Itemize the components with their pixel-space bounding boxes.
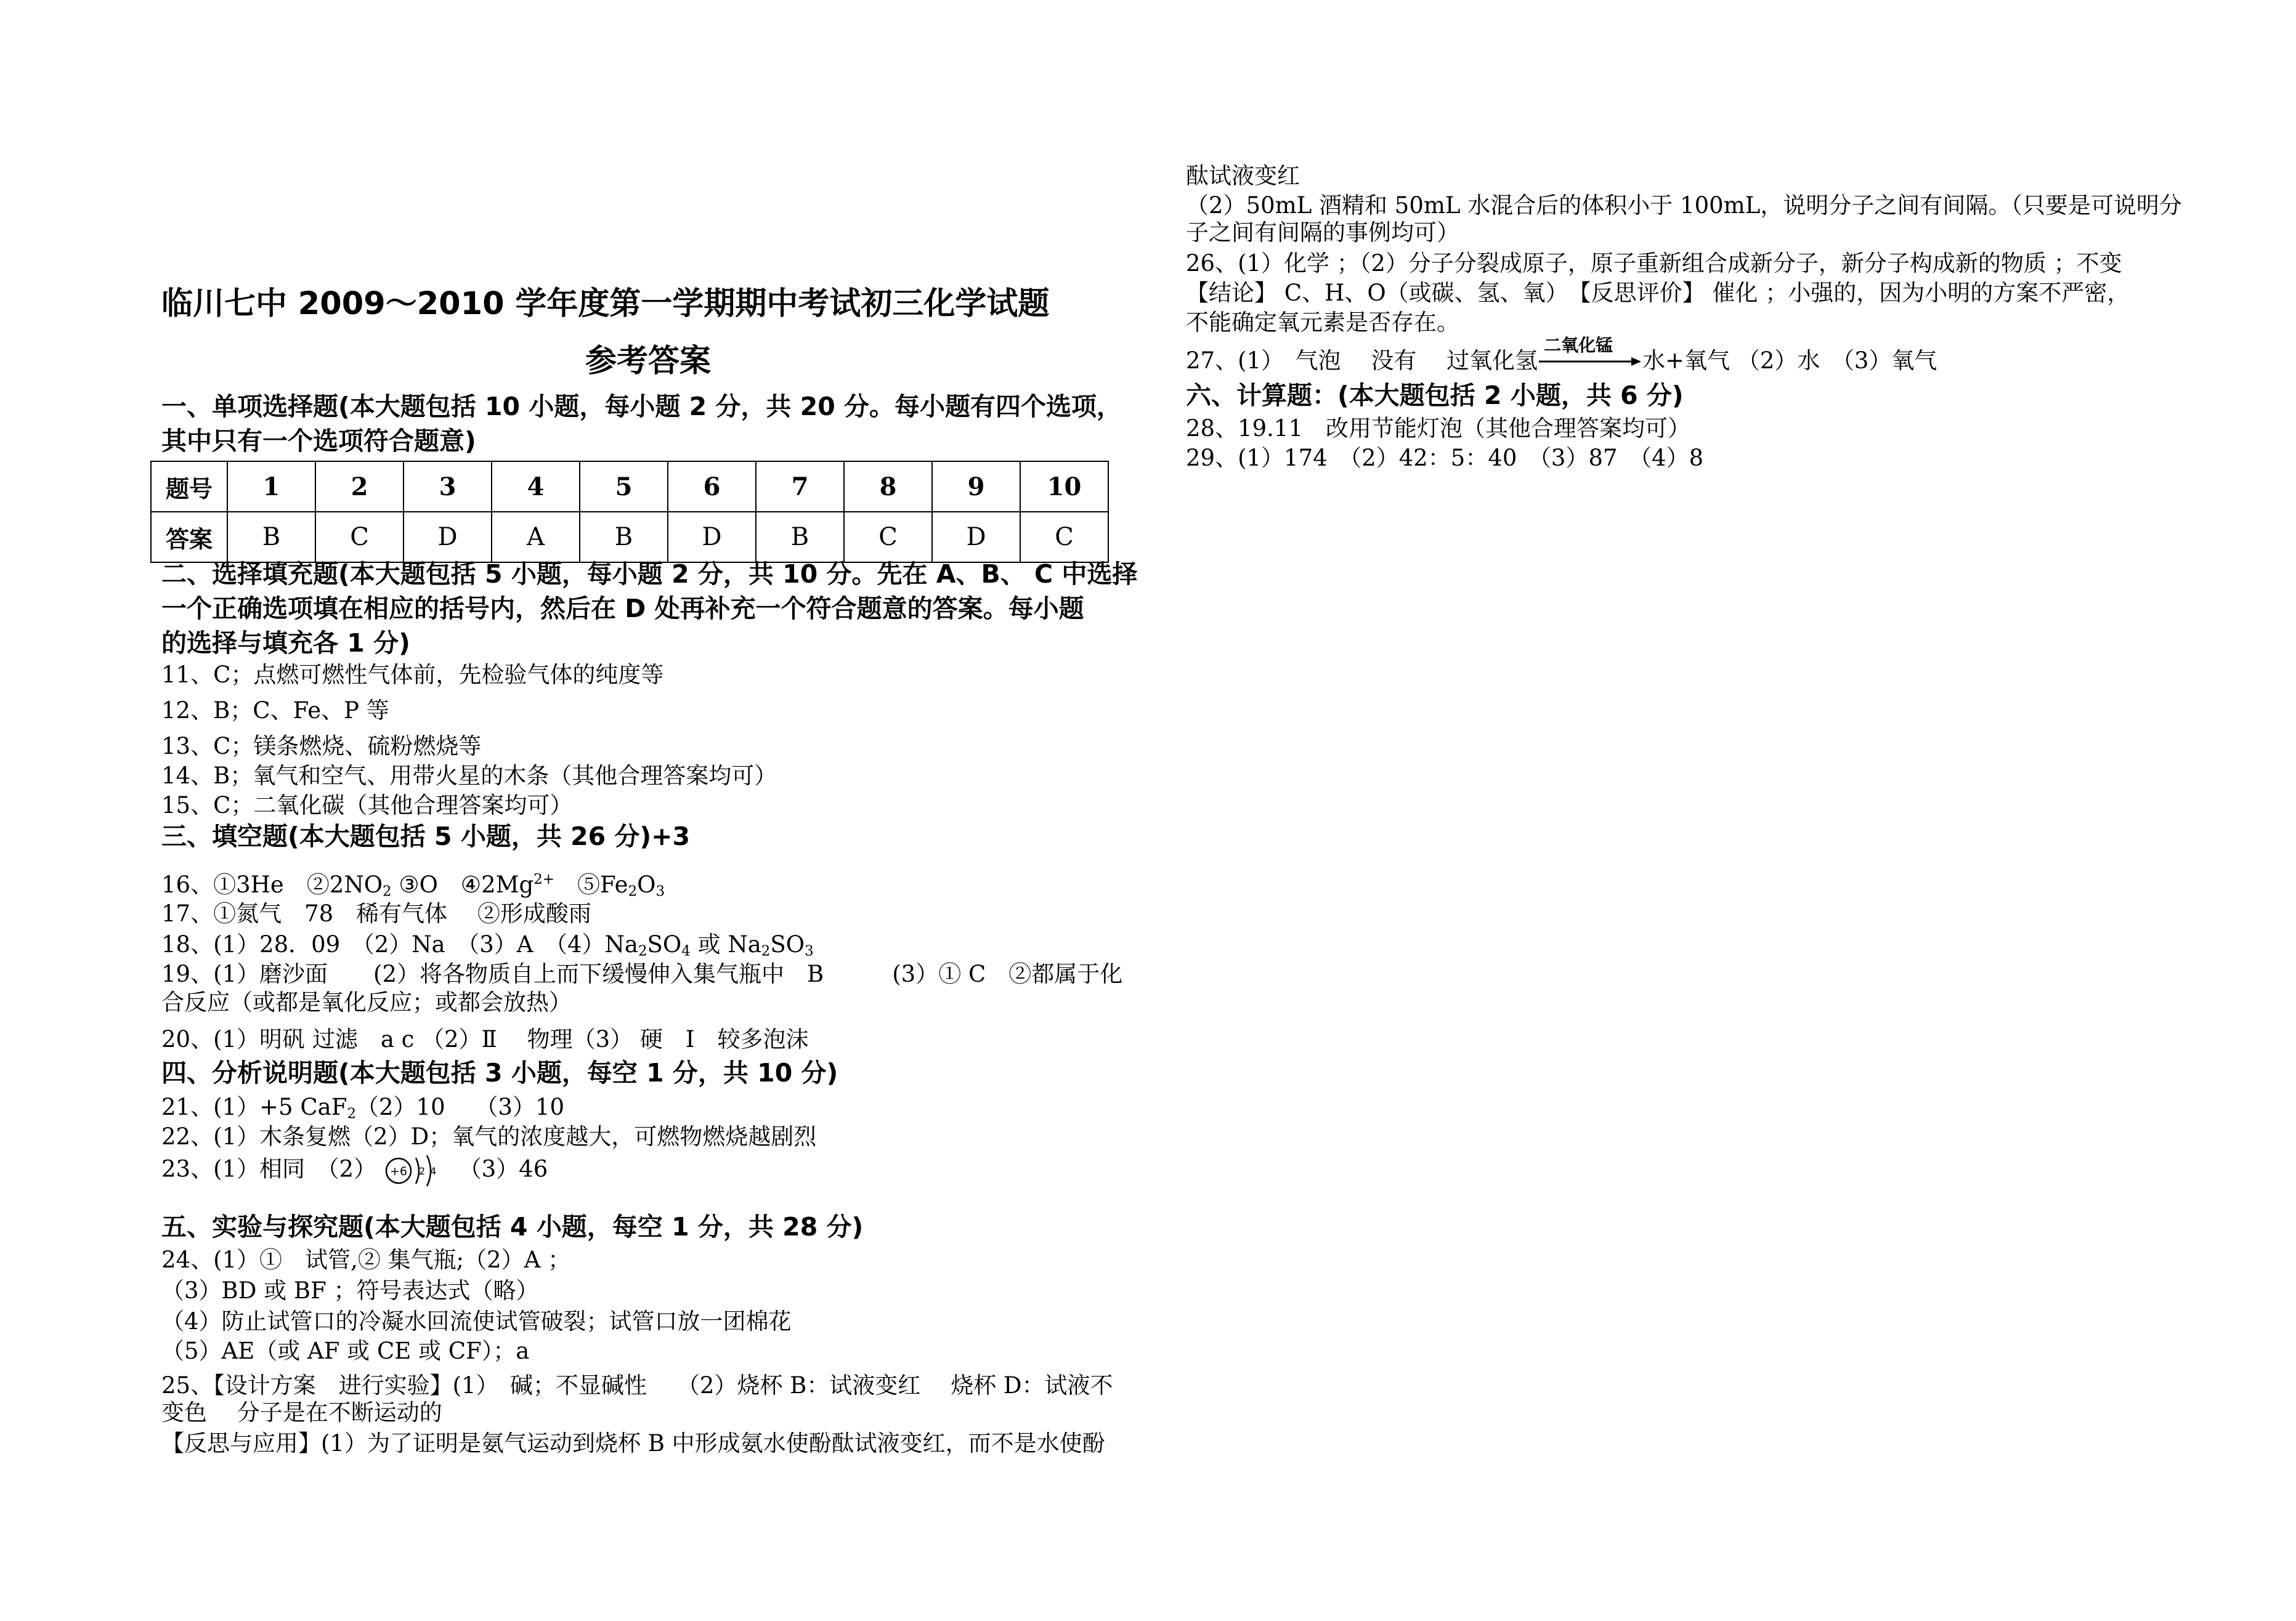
answer-line-12: 12、B；C、Fe、P 等 [161,697,389,724]
page-subtitle: 参考答案 [585,343,711,379]
section5-heading: 五、实验与探究题(本大题包括 4 小题，每空 1 分，共 28 分) [161,1212,864,1242]
answer-line-24a: 24、(1）① 试管,② 集气瓶;（2）A ； [161,1247,571,1273]
answer-cell: C [315,512,404,562]
q18-part-a: 18、(1）28．09 （2）Na （3）A （4）Na [161,931,638,958]
page-title: 临川七中 2009～2010 学年度第一学期期中考试初三化学试题 [161,286,1050,322]
answer-line-25c: 【反思与应用】(1）为了证明是氨气运动到烧杯 B 中形成氨水使酚酞试液变红，而不是水使酚 [161,1430,1105,1457]
question-number: 1 [227,461,315,512]
answer-line-26c: 不能确定氧元素是否存在。 [1186,309,1459,336]
answer-table-number-row [151,461,1108,512]
q16-sub: 2 [383,883,392,900]
answer-line-27 [1186,334,1937,376]
q16-sup: 2+ [533,871,555,887]
answer-line-25b: 变色 分子是在不断运动的 [161,1399,442,1426]
section2-heading-line3: 的选择与填充各 1 分) [161,628,410,658]
q21-sub: 2 [347,1106,356,1122]
answer-line-13: 13、C；镁条燃烧、硫粉燃烧等 [161,733,482,759]
answer-line-28: 28、19.11 改用节能灯泡（其他合理答案均可） [1186,415,1691,442]
answer-cell: A [492,512,580,562]
answer-line-17: 17、①氮气 78 稀有气体 ②形成酸雨 [161,900,591,927]
question-number: 5 [580,461,668,512]
answer-line-29: 29、(1）174 （2）42：5：40 （3）87 （4）8 [1186,445,1704,471]
carbon-atom-structure-icon [384,1152,452,1190]
answer-line-20: 20、(1）明矾 过滤 a c （2）Ⅱ 物理（3） 硬 Ⅰ 较多泡沫 [161,1026,809,1053]
q27-part-b: 水+氧气 （2）水 （3）氧气 [1642,347,1937,374]
answer-line-26b: 【结论】 C、H、O（或碳、氢、氧） 【反思评价】 催化 ；小强的，因为小明的方案不严密， [1186,280,2130,306]
answer-cell: C [1020,512,1108,562]
q16-sub: 2 [628,883,638,900]
row-label-answer: 答案 [151,512,227,562]
question-number: 6 [668,461,756,512]
section3-heading: 三、填空题(本大题包括 5 小题，共 26 分)+3 [161,822,691,851]
answer-line-19a: 19、(1）磨沙面 (2）将各物质自上而下缓慢伸入集气瓶中 B (3）① C ②都属于化 [161,961,1123,987]
answer-line-22: 22、(1）木条复燃（2）D；氧气的浓度越大，可燃物燃烧越剧烈 [161,1123,817,1150]
reaction-condition: 二氧化锰 [1544,334,1613,355]
answer-line-25e: （2）50mL 酒精和 50mL 水混合后的体积小于 100mL，说明分子之间有间隔。（只要是可说明分 [1186,192,2182,219]
q23-part-a: 23、(1）相同 （2） [161,1155,377,1182]
q18-part-b: SO [647,931,682,958]
answer-cell: B [756,512,844,562]
row-label-number: 题号 [151,461,227,512]
answer-line-15: 15、C；二氧化碳（其他合理答案均可） [161,792,573,819]
answer-cell: B [227,512,315,562]
answer-cell: D [668,512,756,562]
arrow-icon [1538,355,1642,368]
section4-heading: 四、分析说明题(本大题包括 3 小题，每空 1 分，共 10 分) [161,1058,838,1088]
q18-sub: 2 [761,943,771,960]
q27-part-a: 27、(1） 气泡 没有 过氧化氢 [1186,347,1538,374]
answer-line-24c: （4）防止试管口的冷凝水回流使试管破裂；试管口放一团棉花 [161,1308,792,1335]
question-number: 4 [492,461,580,512]
q16-part-c2: O [637,871,656,898]
q21-part-a: 21、(1）+5 CaF [161,1094,347,1120]
question-number: 2 [315,461,404,512]
answer-cell: B [580,512,668,562]
q18-sub: 2 [638,943,647,960]
answer-table [150,461,1109,563]
answer-cell: C [844,512,932,562]
q18-sub: 4 [681,943,691,960]
section2-heading-line1: 二、选择填充题(本大题包括 5 小题，每小题 2 分，共 10 分。先在 A、B、 C 中选择 [161,559,1138,589]
answer-line-24d: （5）AE（或 AF 或 CE 或 CF）；a [161,1338,530,1364]
section6-heading: 六、计算题：(本大题包括 2 小题，共 6 分) [1186,381,1684,410]
atom-nucleus: +6 [389,1165,407,1178]
answer-line-24b: （3）BD 或 BF ；符号表达式（略） [161,1277,539,1304]
section2-heading-line2: 一个正确选项填在相应的括号内，然后在 D 处再补充一个符合题意的答案。每小题 [161,594,1084,623]
answer-cell: D [404,512,492,562]
question-number: 10 [1020,461,1108,512]
q16-part-c: ⑤Fe [554,871,628,898]
atom-shell-2-count: 4 [429,1165,437,1177]
atom-shell-1-count: 2 [418,1165,426,1177]
answer-line-25f: 子之间有间隔的事例均可） [1186,219,1459,246]
q23-part-b: （3）46 [458,1155,548,1182]
q16-part-b: ③O ④2Mg [391,871,534,898]
answer-line-26a: 26、(1）化学 ；（2）分子分裂成原子，原子重新组合成新分子，新分子构成新的物质 ；不变 [1186,250,2122,277]
question-number: 9 [932,461,1020,512]
answer-line-11: 11、C；点燃可燃性气体前，先检验气体的纯度等 [161,661,664,688]
answer-cell: D [932,512,1020,562]
answer-line-14: 14、B；氧气和空气、用带火星的木条（其他合理答案均可） [161,762,777,789]
answer-table-answer-row [151,512,1108,562]
section1-heading-line2: 其中只有一个选项符合题意) [161,426,476,456]
q16-part-a: 16、①3He ②2NO [161,871,383,898]
answer-line-25d: 酞试液变红 [1186,163,1300,189]
answer-line-25a: 25、【设计方案 进行实验】(1） 碱；不显碱性 （2）烧杯 B：试液变红 烧杯 D：试液不 [161,1372,1113,1399]
q18-part-d: SO [770,931,805,958]
answer-line-19b: 合反应（或都是氧化反应；或都会放热） [161,989,572,1016]
q16-sub: 3 [655,883,665,900]
answer-line-23 [161,1152,548,1190]
q18-sub: 3 [805,943,814,960]
section1-heading-line1: 一、单项选择题(本大题包括 10 小题，每小题 2 分，共 20 分。每小题有四个选项， [161,392,1122,421]
question-number: 3 [404,461,492,512]
question-number: 8 [844,461,932,512]
question-number: 7 [756,461,844,512]
reaction-arrow [1538,334,1642,375]
q18-part-c: 或 Na [690,931,761,958]
q21-part-b: （2）10 （3）10 [356,1094,565,1120]
